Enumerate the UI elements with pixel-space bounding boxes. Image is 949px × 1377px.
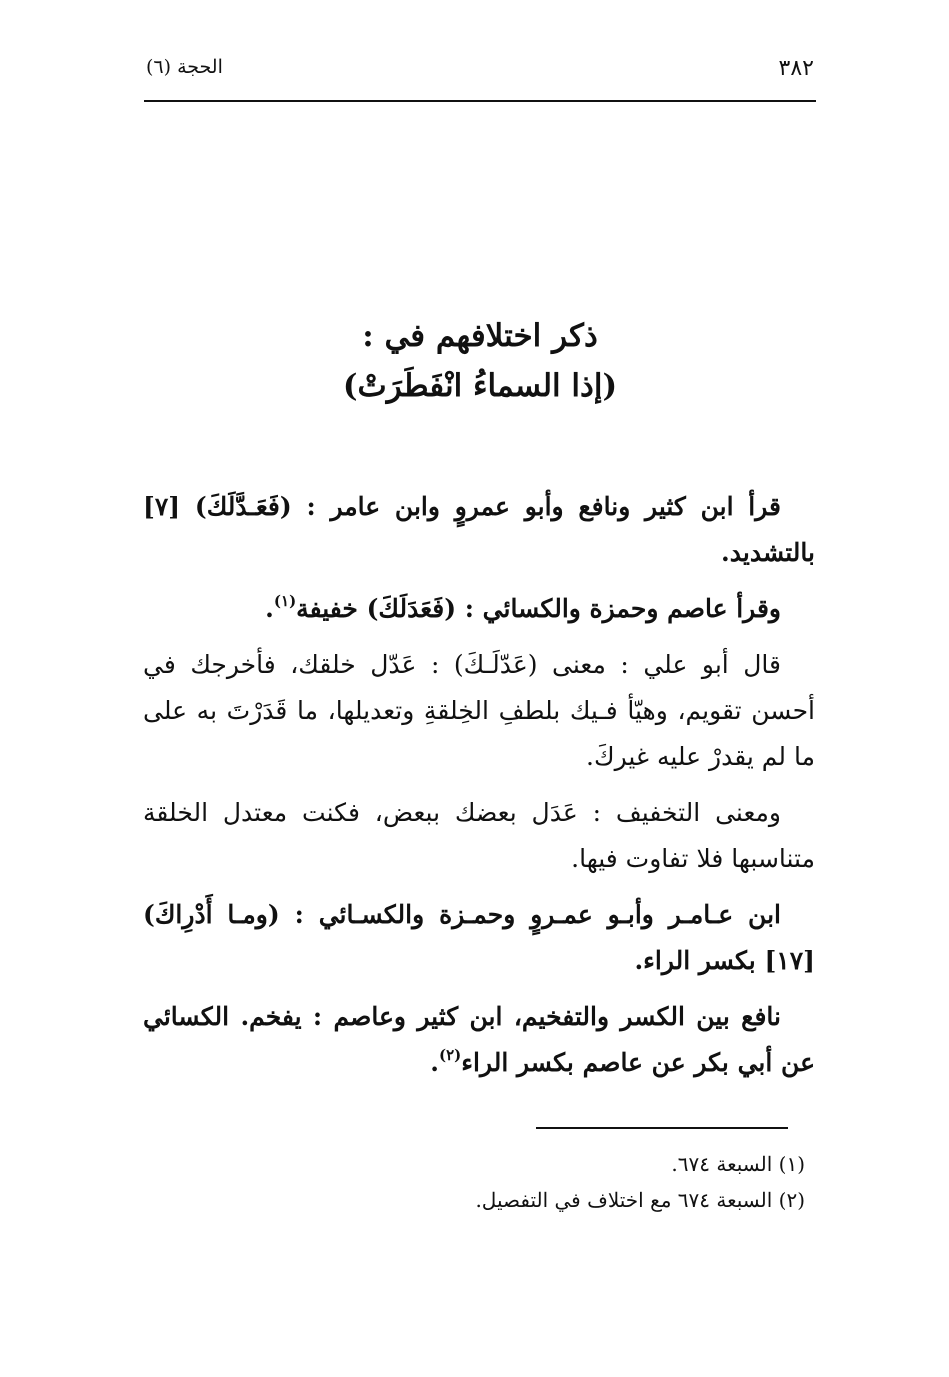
header-rule [144, 100, 816, 102]
running-head [146, 56, 814, 86]
paragraph [143, 892, 815, 984]
paragraph [143, 484, 815, 576]
paragraph-text: ومعنى التخفيف : عَدَل بعضك ببعض، فكنت معتدل الخلقة متناسبها فلا تفاوت فيها. [143, 798, 815, 873]
paragraph-text: وقرأ عاصم وحمزة والكسائي : (فَعَدَلَكَ) خفيفة [296, 594, 781, 623]
footnote: (٢) السبعة ٦٧٤ مع اختلاف في التفصيل. [475, 1188, 805, 1212]
footnotes [133, 1146, 805, 1218]
footnote-ref: (١) [273, 591, 297, 610]
chapter-heading-line1: ذكر اختلافهم في : [362, 318, 598, 354]
paragraph [143, 790, 815, 882]
paragraph: نافع بين الكسر والتفخيم، ابن كثير وعاصم : يفخم. الكسائي عن أبي بكر عن عاصم بكسر الراء$^{(٢)}$. [143, 1002, 815, 1077]
page-number: ٣٨٢ [778, 56, 814, 81]
paragraph-text: ابن عـامـر وأبـو عمـروٍ وحمـزة والكسـائي : (ومـا أَدْرِاكَ) [١٧] بكسر الراء. [143, 900, 815, 975]
chapter-heading [144, 312, 816, 412]
book-title: الحجة (٦) [146, 56, 223, 78]
body-text [143, 484, 815, 1096]
footnote-rule [536, 1127, 788, 1129]
paragraph: وقرأ عاصم وحمزة والكسائي : (فَعَدَلَكَ) خفيفة$^{(١)}$. [265, 591, 781, 623]
paragraph-text: قال أبو علي : معنى (عَدّلَـكَ) : عَدّل خلقك، فأخرجك في أحسن تقويم، وهيّأ فـيك بلطفِ الخِلقةِ وتعديلها، ما قَدَرْتَ به على ما لم يقدرْ عليه غيركَ. [143, 650, 816, 771]
footnote: (١) السبعة ٦٧٤. [671, 1152, 805, 1176]
chapter-heading-line2: (إذا السماءُ انْفَطَرَتْ) [342, 368, 618, 404]
paragraph-text: قرأ ابن كثير ونافع وأبو عمروٍ وابن عامر : (فَعَـدَّلَكَ) [٧] بالتشديد. [143, 492, 815, 567]
paragraph [143, 642, 815, 780]
footnote-ref: (٢) [438, 1045, 462, 1064]
paragraph-text: نافع بين الكسر والتفخيم، ابن كثير وعاصم : يفخم. الكسائي عن أبي بكر عن عاصم بكسر الراء [143, 1002, 815, 1077]
